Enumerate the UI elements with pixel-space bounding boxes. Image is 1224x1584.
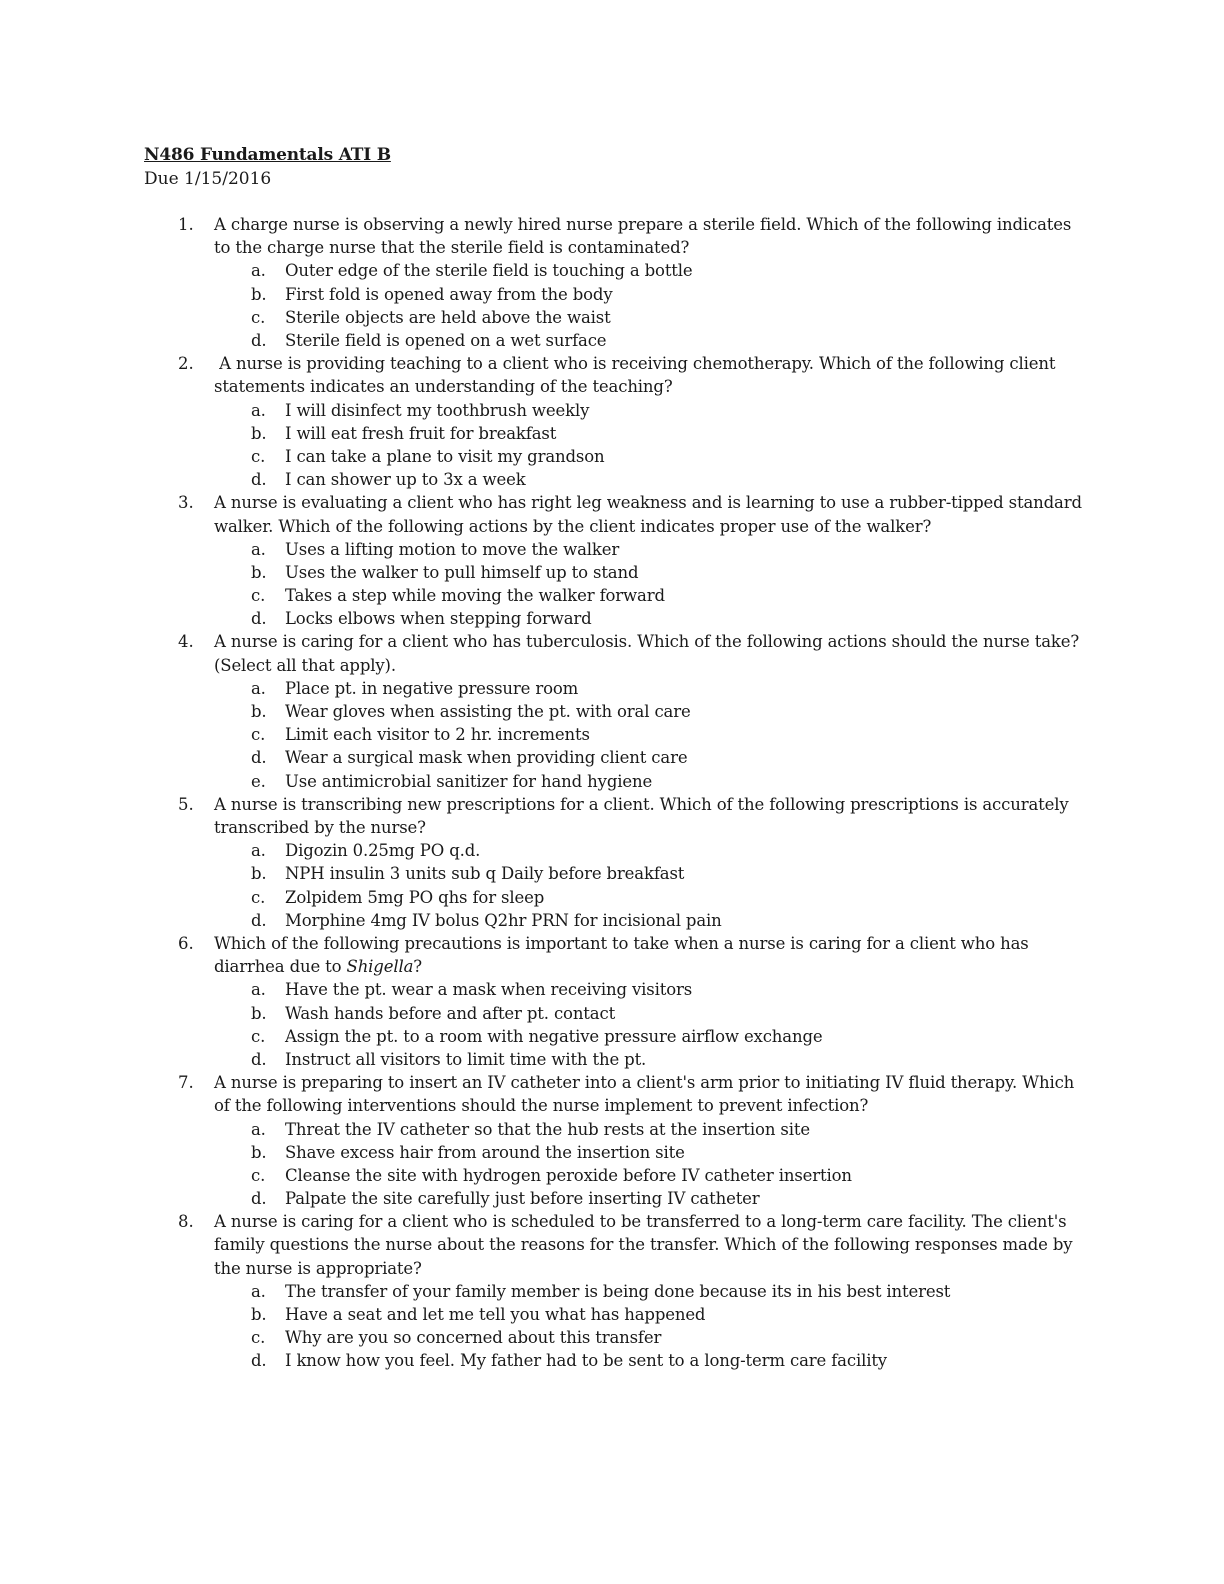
option-list bbox=[0, 1280, 1224, 1373]
question-number: 6. bbox=[178, 933, 194, 953]
option-text: Uses a lifting motion to move the walker bbox=[285, 539, 620, 559]
question-text: A nurse is caring for a client who has tuberculosis. Which of the following actions should the nurse take? (Select all that apply). bbox=[214, 632, 1080, 675]
option bbox=[0, 1048, 1224, 1071]
option-list bbox=[0, 677, 1224, 793]
question-number: 7. bbox=[178, 1073, 194, 1093]
option-letter: d. bbox=[251, 910, 267, 930]
option-letter: d. bbox=[251, 1189, 267, 1209]
document-title: N486 Fundamentals ATI B bbox=[144, 145, 391, 165]
question-7 bbox=[0, 1071, 1224, 1210]
option bbox=[0, 561, 1224, 584]
option-text: First fold is opened away from the body bbox=[285, 284, 613, 304]
option bbox=[0, 677, 1224, 700]
question-text: A nurse is caring for a client who is scheduled to be transferred to a long-term care facility. The client's family questions the nurse about the reasons for the transfer. Which of the following responses made by the nurse is appropriate? bbox=[214, 1212, 1073, 1278]
option-text: I can take a plane to visit my grandson bbox=[285, 446, 605, 466]
option-letter: c. bbox=[251, 586, 266, 606]
option bbox=[0, 445, 1224, 468]
option bbox=[0, 1280, 1224, 1303]
option bbox=[0, 1303, 1224, 1326]
option-text: Wear a surgical mask when providing client care bbox=[285, 748, 688, 768]
option bbox=[0, 1187, 1224, 1210]
option bbox=[0, 1326, 1224, 1349]
option-letter: c. bbox=[251, 1026, 266, 1046]
option-text: Instruct all visitors to limit time with the pt. bbox=[285, 1049, 647, 1069]
option-letter: b. bbox=[251, 284, 267, 304]
option bbox=[0, 1349, 1224, 1372]
option-letter: c. bbox=[251, 307, 266, 327]
question-8 bbox=[0, 1210, 1224, 1372]
option-text: Uses the walker to pull himself up to stand bbox=[285, 562, 639, 582]
question-4 bbox=[0, 630, 1224, 792]
option-letter: a. bbox=[251, 400, 266, 420]
option-text: I will disinfect my toothbrush weekly bbox=[285, 400, 590, 420]
option-letter: a. bbox=[251, 1119, 266, 1139]
option-letter: c. bbox=[251, 1165, 266, 1185]
question-text: A nurse is evaluating a client who has right leg weakness and is learning to use a rubber-tipped standard walker. Which of the following actions by the client indicates proper use of the walker? bbox=[214, 493, 1082, 536]
option bbox=[0, 422, 1224, 445]
option-letter: b. bbox=[251, 423, 267, 443]
option-text: Limit each visitor to 2 hr. increments bbox=[285, 725, 590, 745]
option bbox=[0, 909, 1224, 932]
organism-name: Shigella bbox=[346, 957, 414, 977]
question-6 bbox=[0, 932, 1224, 1071]
option-text: The transfer of your family member is being done because its in his best interest bbox=[285, 1281, 951, 1301]
option-letter: b. bbox=[251, 702, 267, 722]
question-text: A nurse is preparing to insert an IV catheter into a client's arm prior to initiating IV fluid therapy. Which of the following interventions should the nurse implement to prevent infection? bbox=[214, 1073, 1075, 1116]
option bbox=[0, 723, 1224, 746]
option-text: NPH insulin 3 units sub q Daily before breakfast bbox=[285, 864, 685, 884]
question-text-end: ? bbox=[413, 957, 422, 977]
question-number: 8. bbox=[178, 1212, 194, 1232]
option-text: Sterile objects are held above the waist bbox=[285, 307, 611, 327]
option-text: Threat the IV catheter so that the hub rests at the insertion site bbox=[285, 1119, 810, 1139]
option-letter: b. bbox=[251, 1142, 267, 1162]
question-number: 1. bbox=[178, 215, 194, 234]
option-text: Shave excess hair from around the insertion site bbox=[285, 1142, 685, 1162]
option bbox=[0, 978, 1224, 1001]
question-1 bbox=[0, 213, 1224, 352]
due-date: Due 1/15/2016 bbox=[144, 169, 272, 189]
option-letter: a. bbox=[251, 980, 266, 1000]
option-list bbox=[0, 399, 1224, 492]
option-list bbox=[0, 538, 1224, 631]
option bbox=[0, 283, 1224, 306]
option-text: Wash hands before and after pt. contact bbox=[285, 1003, 616, 1023]
question-text: A nurse is transcribing new prescriptions for a client. Which of the following prescriptions is accurately transcribed by the nurse? bbox=[214, 794, 1069, 838]
option-letter: c. bbox=[251, 887, 266, 907]
option bbox=[0, 1164, 1224, 1187]
question-text: A charge nurse is observing a newly hired nurse prepare a sterile field. Which of the following indicates to the charge nurse that the sterile field is contaminated? bbox=[214, 215, 1072, 258]
option-letter: d. bbox=[251, 1351, 267, 1371]
option-text: Digozin 0.25mg PO q.d. bbox=[285, 841, 481, 861]
option-letter: c. bbox=[251, 725, 266, 745]
option bbox=[0, 770, 1224, 793]
option-text: Wear gloves when assisting the pt. with oral care bbox=[285, 702, 691, 722]
option-text: Palpate the site carefully just before inserting IV catheter bbox=[285, 1189, 760, 1209]
question-number: 5. bbox=[178, 794, 194, 814]
option-letter: b. bbox=[251, 864, 267, 884]
option-text: Outer edge of the sterile field is touching a bottle bbox=[285, 261, 693, 281]
option-list bbox=[0, 978, 1224, 1071]
option-text: Takes a step while moving the walker forward bbox=[285, 586, 665, 606]
option-letter: a. bbox=[251, 1281, 266, 1301]
option-list bbox=[0, 259, 1224, 352]
option-letter: d. bbox=[251, 609, 267, 629]
question-text: A nurse is providing teaching to a client who is receiving chemotherapy. Which of the following client statements indicates an understanding of the teaching? bbox=[214, 354, 1061, 397]
option bbox=[0, 399, 1224, 422]
option-letter: a. bbox=[251, 841, 266, 861]
option bbox=[0, 259, 1224, 282]
option-letter: a. bbox=[251, 678, 266, 698]
option bbox=[0, 538, 1224, 561]
question-list bbox=[0, 213, 1224, 1373]
option-letter: d. bbox=[251, 748, 267, 768]
option-letter: b. bbox=[251, 1305, 267, 1325]
question-text-main: Which of the following precautions is important to take when a nurse is caring for a client who has diarrhea due to bbox=[214, 933, 1029, 977]
option-letter: c. bbox=[251, 1328, 266, 1348]
option bbox=[0, 329, 1224, 352]
option-list bbox=[0, 839, 1224, 932]
option-text: Why are you so concerned about this transfer bbox=[285, 1328, 662, 1348]
question-number: 4. bbox=[178, 632, 194, 652]
option bbox=[0, 607, 1224, 630]
option-letter: b. bbox=[251, 562, 267, 582]
question-2 bbox=[0, 352, 1224, 491]
option bbox=[0, 839, 1224, 862]
option-text: I can shower up to 3x a week bbox=[285, 470, 526, 490]
question-text bbox=[214, 932, 1084, 978]
option-text: Locks elbows when stepping forward bbox=[285, 609, 592, 629]
option-text: Sterile field is opened on a wet surface bbox=[285, 330, 607, 350]
question-number: 3. bbox=[178, 493, 194, 513]
option-text: Zolpidem 5mg PO qhs for sleep bbox=[285, 887, 545, 907]
option bbox=[0, 584, 1224, 607]
option bbox=[0, 1118, 1224, 1141]
option bbox=[0, 746, 1224, 769]
option bbox=[0, 862, 1224, 885]
question-5 bbox=[0, 793, 1224, 932]
option bbox=[0, 468, 1224, 491]
option-text: Assign the pt. to a room with negative pressure airflow exchange bbox=[285, 1026, 823, 1046]
option-letter: d. bbox=[251, 470, 267, 490]
option-text: Have the pt. wear a mask when receiving visitors bbox=[285, 980, 693, 1000]
option-letter: a. bbox=[251, 539, 266, 559]
option-letter: c. bbox=[251, 446, 266, 466]
question-number: 2. bbox=[178, 354, 194, 374]
option bbox=[0, 886, 1224, 909]
option-letter: b. bbox=[251, 1003, 267, 1023]
option bbox=[0, 1002, 1224, 1025]
option-list bbox=[0, 1118, 1224, 1211]
option bbox=[0, 700, 1224, 723]
option-text: I know how you feel. My father had to be sent to a long-term care facility bbox=[285, 1351, 887, 1371]
option-text: Have a seat and let me tell you what has happened bbox=[285, 1305, 706, 1325]
option-text: Cleanse the site with hydrogen peroxide before IV catheter insertion bbox=[285, 1165, 852, 1185]
question-3 bbox=[0, 491, 1224, 630]
option-letter: d. bbox=[251, 1049, 267, 1069]
option-text: Morphine 4mg IV bolus Q2hr PRN for incisional pain bbox=[285, 910, 722, 930]
option-text: I will eat fresh fruit for breakfast bbox=[285, 423, 557, 443]
option-letter: e. bbox=[251, 771, 266, 791]
option bbox=[0, 1025, 1224, 1048]
option-text: Place pt. in negative pressure room bbox=[285, 678, 579, 698]
option-letter: a. bbox=[251, 261, 266, 281]
option-letter: d. bbox=[251, 330, 267, 350]
option bbox=[0, 1141, 1224, 1164]
option bbox=[0, 306, 1224, 329]
option-text: Use antimicrobial sanitizer for hand hygiene bbox=[285, 771, 653, 791]
